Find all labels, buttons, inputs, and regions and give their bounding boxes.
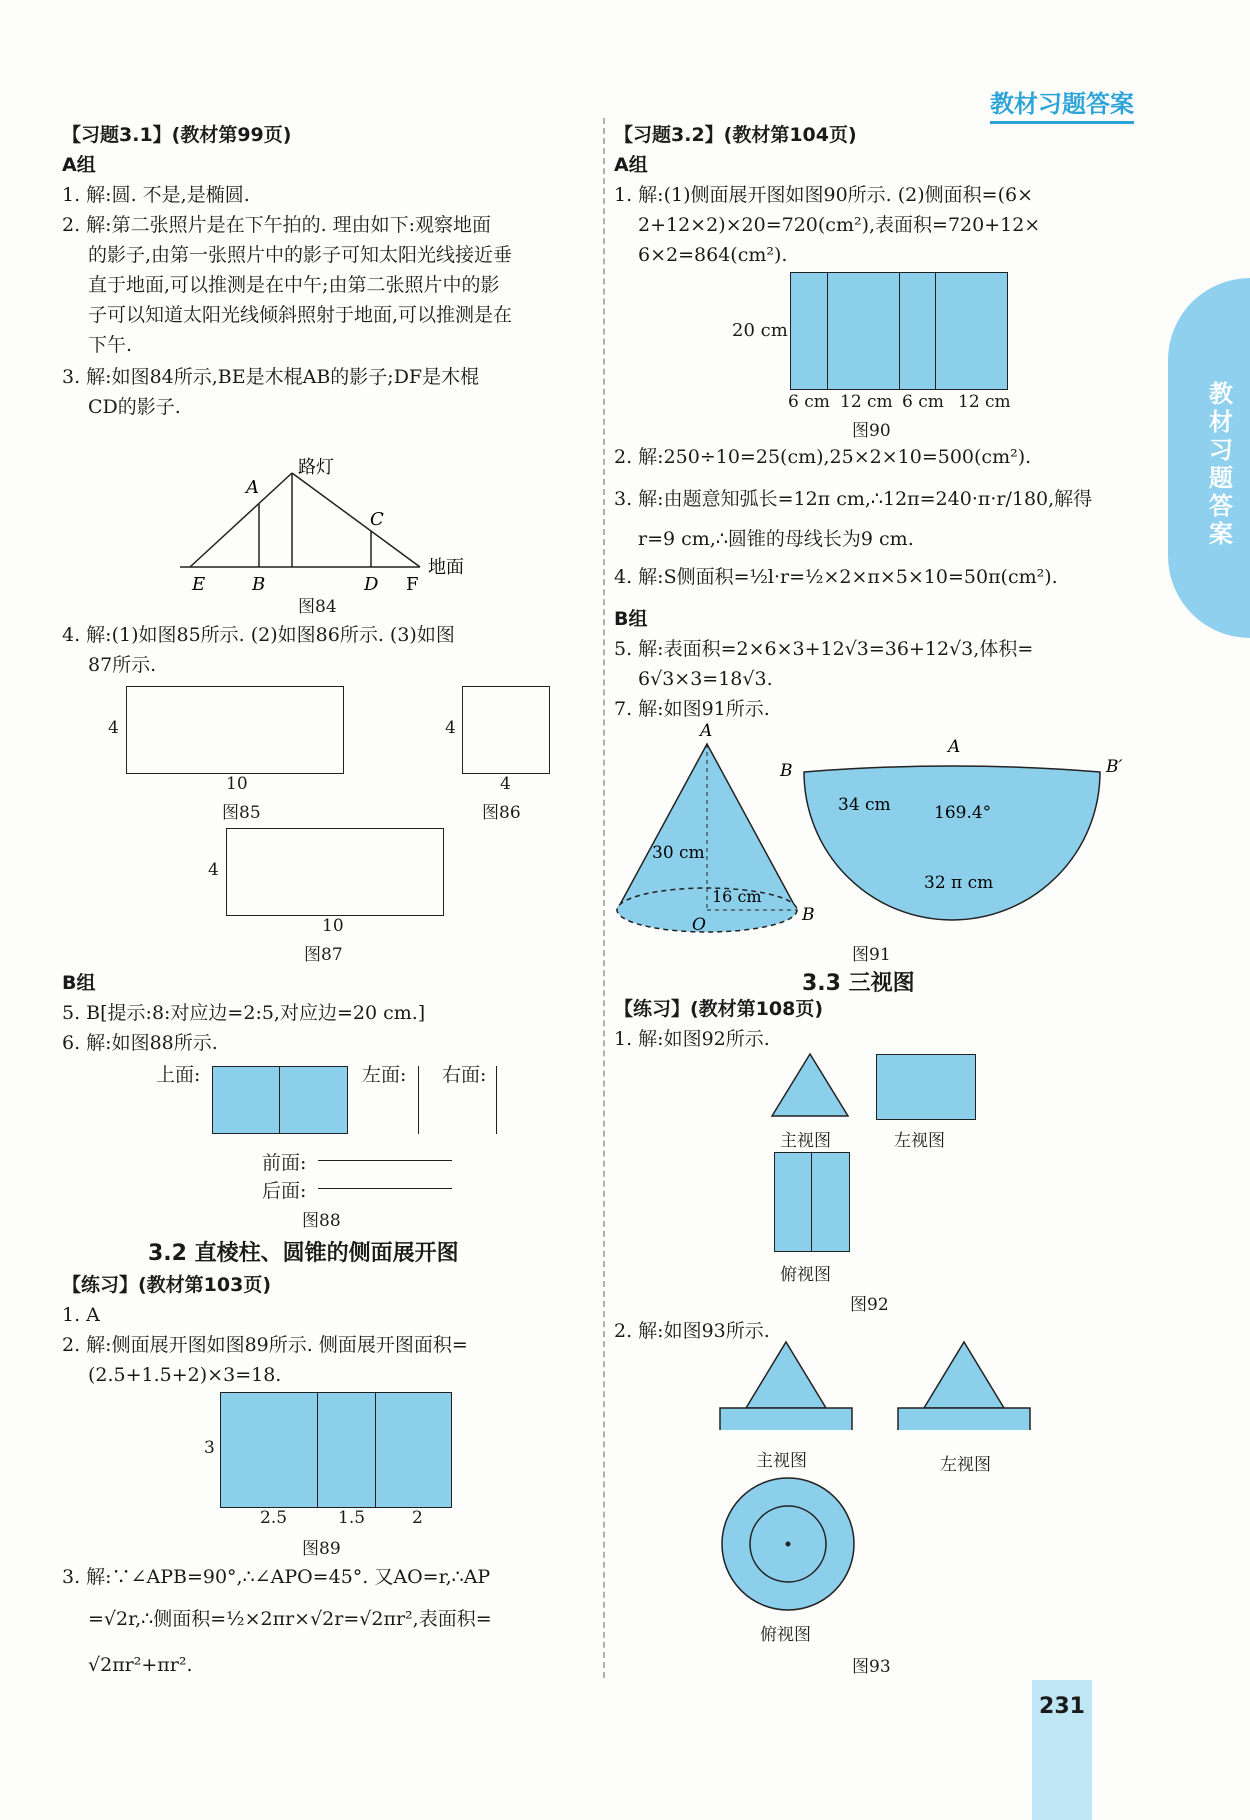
- side-tab-label: 教材习题答案: [1209, 380, 1233, 548]
- practice-heading-left: 【练习】(教材第103页): [62, 1274, 272, 1296]
- answer-3-cont: CD的影子.: [88, 396, 181, 418]
- fig89-height: 3: [204, 1438, 215, 1458]
- group-b-right: B组: [614, 608, 648, 630]
- r-answer-1-cont: 2+12×2)×20=720(cm²),表面积=720+12×: [638, 214, 1041, 236]
- fig89-divider-2: [375, 1393, 376, 1507]
- practice-answer-2-cont: (2.5+1.5+2)×3=18.: [88, 1364, 282, 1386]
- fig92-top-label: 俯视图: [780, 1265, 831, 1285]
- fig88-front-line: [318, 1160, 452, 1161]
- r-answer-2: 2. 解:250÷10=25(cm),25×2×10=500(cm²).: [614, 446, 1032, 468]
- label-b: B: [252, 574, 266, 595]
- fig93-front-label: 主视图: [756, 1451, 807, 1471]
- fig90-w2: 12 cm: [840, 392, 893, 412]
- answer-4: 4. 解:(1)如图85所示. (2)如图86所示. (3)如图: [62, 624, 455, 646]
- fig88-right-line: [496, 1066, 497, 1134]
- label-ground: 地面: [428, 557, 464, 578]
- r-answer-1: 1. 解:(1)侧面展开图如图90所示. (2)侧面积=(6×: [614, 184, 1033, 206]
- figure-90-rect: [790, 272, 1008, 390]
- label-a: A: [700, 721, 713, 741]
- fig88-divider: [279, 1067, 280, 1133]
- fig88-back-line: [318, 1188, 452, 1189]
- label-arc: 32 π cm: [924, 873, 994, 893]
- column-divider: [603, 118, 605, 1678]
- answer-4-cont: 87所示.: [88, 654, 157, 676]
- figure-86-rect: [462, 686, 550, 774]
- label-slant: 30 cm: [652, 843, 705, 863]
- practice-heading-right: 【练习】(教材第108页): [614, 998, 824, 1020]
- practice-answer-3-cont: =√2r,∴侧面积=½×2πr×√2r=√2πr²,表面积=: [88, 1608, 492, 1630]
- fig85-width: 10: [226, 774, 248, 794]
- caption-fig92: 图92: [850, 1295, 889, 1315]
- fig85-height: 4: [108, 718, 119, 738]
- label-c: C: [370, 509, 384, 530]
- fig88-left-label: 左面:: [362, 1064, 407, 1086]
- figure-93-top: [718, 1474, 858, 1614]
- exercise-3-2-heading: 【习题3.2】(教材第104页): [614, 124, 857, 146]
- practice-answer-3-cont: √2πr²+πr².: [88, 1654, 193, 1676]
- fig90-w3: 6 cm: [902, 392, 944, 412]
- fig90-height: 20 cm: [732, 320, 788, 341]
- fig86-height: 4: [445, 718, 456, 738]
- exercise-3-1-heading: 【习题3.1】(教材第99页): [62, 124, 292, 146]
- answer-2-cont: 子可以知道太阳光线倾斜照射于地面,可以推测是在: [88, 304, 513, 326]
- fig90-divider-3: [935, 273, 936, 389]
- r-answer-5: 5. 解:表面积=2×6×3+12√3=36+12√3,体积=: [614, 638, 1034, 660]
- fig89-width-3: 2: [412, 1508, 423, 1528]
- caption-fig90: 图90: [852, 421, 891, 441]
- answer-1: 1. 解:圆. 不是,是椭圆.: [62, 184, 250, 206]
- caption-fig86: 图86: [482, 803, 521, 823]
- r-answer-3-cont: r=9 cm,∴圆锥的母线长为9 cm.: [638, 528, 914, 550]
- r-practice-2: 2. 解:如图93所示.: [614, 1320, 770, 1342]
- caption-fig85: 图85: [222, 803, 261, 823]
- fig89-divider-1: [317, 1393, 318, 1507]
- answer-2: 2. 解:第二张照片是在下午拍的. 理由如下:观察地面: [62, 214, 492, 236]
- fig90-w1: 6 cm: [788, 392, 830, 412]
- label-f: F: [406, 574, 419, 595]
- fig86-width: 4: [500, 774, 511, 794]
- answer-2-cont: 的影子,由第一张照片中的影子可知太阳光线接近垂: [88, 244, 513, 266]
- label-b: B: [802, 905, 815, 925]
- label-e: E: [192, 574, 206, 595]
- header-title: 教材习题答案: [990, 84, 1134, 124]
- label-radius: 16 cm: [712, 887, 762, 906]
- fig89-width-2: 1.5: [338, 1508, 366, 1528]
- section-3-2-title: 3.2 直棱柱、圆锥的侧面展开图: [148, 1241, 459, 1266]
- label-d: D: [364, 574, 379, 595]
- fig93-side-label: 左视图: [940, 1455, 991, 1475]
- fig89-width-1: 2.5: [260, 1508, 288, 1528]
- caption-fig87: 图87: [304, 945, 343, 965]
- practice-answer-3: 3. 解:∵∠APB=90°,∴∠APO=45°. 又AO=r,∴AP: [62, 1566, 491, 1588]
- answer-2-cont: 直于地面,可以推测是在中午;由第二张照片中的影: [88, 274, 500, 296]
- r-answer-7: 7. 解:如图91所示.: [614, 698, 770, 720]
- fig88-front-label: 前面:: [262, 1152, 307, 1174]
- fig88-right-label: 右面:: [442, 1064, 487, 1086]
- caption-fig89: 图89: [302, 1539, 341, 1559]
- fig87-width: 10: [322, 916, 344, 936]
- label-a: A: [246, 477, 259, 498]
- fig92-divider: [811, 1153, 812, 1251]
- figure-84: [170, 445, 510, 595]
- fig90-divider-1: [827, 273, 828, 389]
- answer-2-cont: 下午.: [88, 334, 133, 356]
- section-3-3-title: 3.3 三视图: [802, 971, 915, 996]
- figure-87-rect: [226, 828, 444, 916]
- label-streetlight: 路灯: [298, 457, 334, 478]
- group-a-right: A组: [614, 154, 648, 176]
- answer-5: 5. B[提示:8:对应边=2:5,对应边=20 cm.]: [62, 1002, 426, 1024]
- r-answer-3: 3. 解:由题意知弧长=12π cm,∴12π=240·π·r/180,解得: [614, 488, 1093, 510]
- label-b-prime: B′: [1106, 757, 1123, 777]
- page-number: 231: [1039, 1694, 1085, 1719]
- figure-85-rect: [126, 686, 344, 774]
- fig92-side-label: 左视图: [894, 1131, 945, 1151]
- r-practice-1: 1. 解:如图92所示.: [614, 1028, 770, 1050]
- figure-89-rect: [220, 1392, 452, 1508]
- fig88-left-line: [418, 1066, 419, 1134]
- caption-fig84: 图84: [298, 597, 337, 617]
- answer-3: 3. 解:如图84所示,BE是木棍AB的影子;DF是木棍: [62, 366, 480, 388]
- caption-fig93: 图93: [852, 1657, 891, 1677]
- figure-93-front-side: [716, 1340, 1076, 1430]
- fig88-back-label: 后面:: [262, 1180, 307, 1202]
- caption-fig88: 图88: [302, 1211, 341, 1231]
- label-angle: 169.4°: [934, 803, 992, 823]
- r-answer-4: 4. 解:S侧面积=½l·r=½×2×π×5×10=50π(cm²).: [614, 566, 1058, 588]
- label-a2: A: [948, 737, 961, 757]
- fig88-top-view: [212, 1066, 348, 1134]
- r-answer-1-cont: 6×2=864(cm²).: [638, 244, 788, 266]
- label-b2: B: [780, 761, 793, 781]
- fig87-height: 4: [208, 860, 219, 880]
- fig88-top-label: 上面:: [156, 1064, 201, 1086]
- fig90-divider-2: [899, 273, 900, 389]
- figure-91: [612, 720, 1172, 940]
- caption-fig91: 图91: [852, 945, 891, 965]
- fig92-front-label: 主视图: [780, 1131, 831, 1151]
- label-slant2: 34 cm: [838, 795, 891, 815]
- group-b: B组: [62, 972, 96, 994]
- fig92-left-view: [876, 1054, 976, 1120]
- practice-answer-1: 1. A: [62, 1304, 100, 1326]
- fig93-top-label: 俯视图: [760, 1625, 811, 1645]
- fig92-top-view: [774, 1152, 850, 1252]
- practice-answer-2: 2. 解:侧面展开图如图89所示. 侧面展开图面积=: [62, 1334, 468, 1356]
- group-a: A组: [62, 154, 96, 176]
- r-answer-5-cont: 6√3×3=18√3.: [638, 668, 773, 690]
- page-number-box: [1032, 1680, 1092, 1820]
- fig90-w4: 12 cm: [958, 392, 1011, 412]
- label-o: O: [692, 915, 706, 935]
- answer-6: 6. 解:如图88所示.: [62, 1032, 218, 1054]
